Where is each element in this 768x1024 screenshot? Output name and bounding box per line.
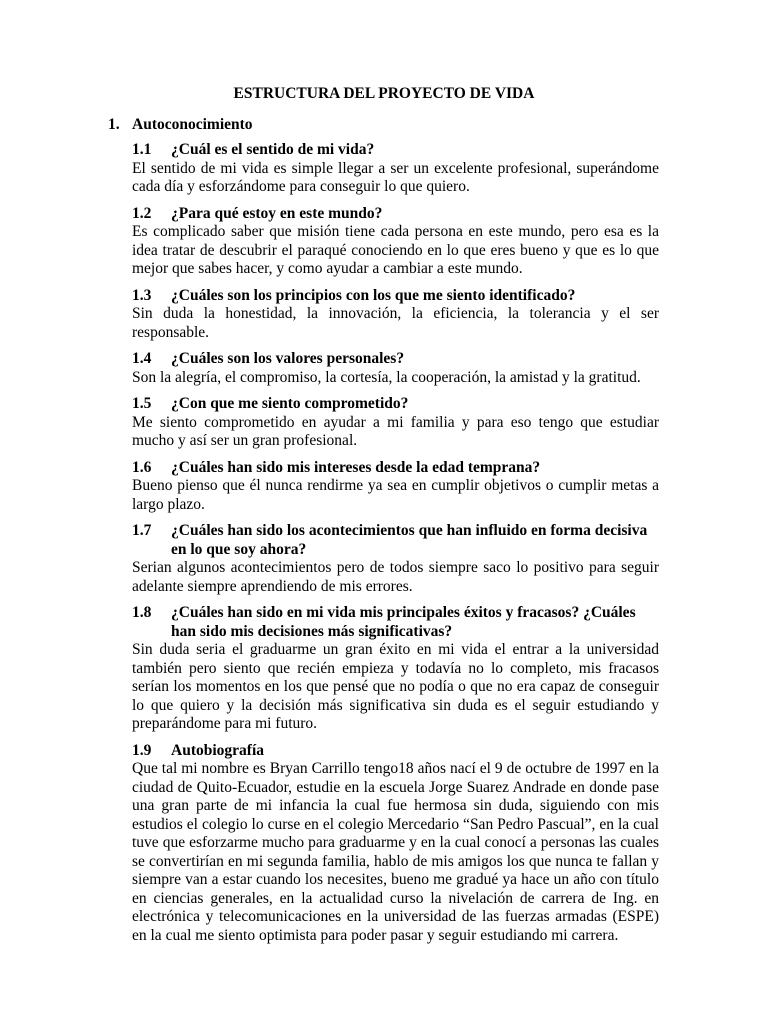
question-item: [132, 459, 659, 515]
question-item: [132, 350, 659, 387]
question-item: [132, 395, 659, 451]
question-item: [132, 141, 659, 197]
question-text: ¿Cuáles han sido mis intereses desde la edad temprana?: [171, 458, 541, 476]
question-text: ¿Para qué estoy en este mundo?: [171, 204, 383, 222]
question-item: [132, 287, 659, 343]
question-item: [132, 522, 659, 596]
question-number: 1.9: [132, 741, 152, 759]
question-number: 1.2: [132, 204, 152, 222]
answer-paragraph: Es complicado saber que misión tiene cada persona en este mundo, pero esa es la idea tratar de descubrir el paraqué conociendo en lo que eres bueno y que es lo que mejor que sabes hacer, y como ayudar a cambiar a este mundo.: [132, 223, 659, 277]
question-item: [132, 205, 659, 279]
section-number: 1.: [108, 116, 120, 133]
answer-paragraph: Sin duda seria el graduarme un gran éxito en mi vida el entrar a la universidad también pero siento que recién empieza y todavía no lo completo, mis fracasos serían los momentos en los que pensé que no podía o que no era capaz de conseguir lo que quiero y la decisión más significativa sin duda es el seguir estudiando y preparándome para mi futuro.: [132, 641, 659, 732]
question-text: ¿Cuál es el sentido de mi vida?: [171, 141, 375, 158]
question-heading: [132, 350, 659, 369]
question-number: 1.5: [132, 395, 152, 412]
question-text: ¿Cuáles han sido los acontecimientos que han influido en forma decisiva en lo que soy ahora?: [171, 522, 648, 558]
question-text: ¿Con que me siento comprometido?: [171, 395, 409, 412]
question-item: [132, 742, 659, 946]
question-heading: [132, 395, 659, 414]
question-heading: [132, 604, 659, 641]
question-number: 1.1: [132, 141, 152, 158]
question-number: 1.4: [132, 350, 152, 367]
question-number: 1.6: [132, 458, 152, 476]
answer-paragraph: Serian algunos acontecimientos pero de todos siempre saco lo positivo para seguir adelante siempre aprendiendo de mis errores.: [132, 559, 659, 595]
answer-paragraph: Que tal mi nombre es Bryan Carrillo tengo18 años nací el 9 de octubre de 1997 en la ciudad de Quito-Ecuador, estudie en la escuela Jorge Suarez Andrade en donde pase una gran parte de mi infancia la cual fue hermosa sin duda, siguiendo con mis estudios el colegio lo curse en el colegio Mercedario “San Pedro Pascual”, en la cual tuve que esforzarme mucho para graduarme y en la cual conocí a personas las cuales se convertirían en mi segunda familia, hablo de mis amigos los que nunca te fallan y siempre van a estar cuando los necesites, bueno me gradué ya hace un año con título en ciencias generales, en la actualidad curso la nivelación de carrera de Ing. en electrónica y telecomunicaciones en la universidad de las fuerzas armadas (ESPE) en la cual me siento optimista para poder pasar y seguir estudiando mi carrera.: [132, 760, 659, 944]
question-heading: [132, 141, 659, 160]
question-text: ¿Cuáles son los principios con los que me siento identificado?: [171, 286, 576, 304]
answer-paragraph: Sin duda la honestidad, la innovación, la eficiencia, la tolerancia y el ser responsable.: [132, 305, 659, 341]
question-heading: [132, 459, 659, 478]
document-body: [132, 141, 659, 953]
question-number: 1.8: [132, 604, 152, 621]
question-number: 1.7: [132, 522, 152, 539]
answer-paragraph: Me siento comprometido en ayudar a mi familia y para eso tengo que estudiar mucho y así ser un gran profesional.: [132, 413, 659, 449]
question-heading: [132, 742, 659, 761]
question-heading: [132, 522, 659, 559]
question-item: [132, 604, 659, 734]
question-text: ¿Cuáles han sido en mi vida mis principales éxitos y fracasos? ¿Cuáles han sido mis decisiones más significativas?: [171, 604, 636, 640]
question-heading: [132, 287, 659, 306]
document-title: ESTRUCTURA DEL PROYECTO DE VIDA: [233, 85, 535, 102]
question-text: ¿Cuáles son los valores personales?: [171, 350, 405, 367]
section-title: Autoconocimiento: [132, 116, 253, 133]
question-text: Autobiografía: [171, 741, 264, 759]
answer-paragraph: Bueno pienso que él nunca rendirme ya sea en cumplir objetivos o cumplir metas a largo plazo.: [132, 477, 659, 513]
answer-paragraph: El sentido de mi vida es simple llegar a ser un excelente profesional, superándome cada día y esforzándome para conseguir lo que quiero.: [132, 159, 659, 195]
answer-paragraph: Son la alegría, el compromiso, la cortesía, la cooperación, la amistad y la gratitud.: [132, 368, 641, 386]
question-number: 1.3: [132, 286, 152, 304]
question-heading: [132, 205, 659, 224]
section-heading: [108, 116, 253, 135]
